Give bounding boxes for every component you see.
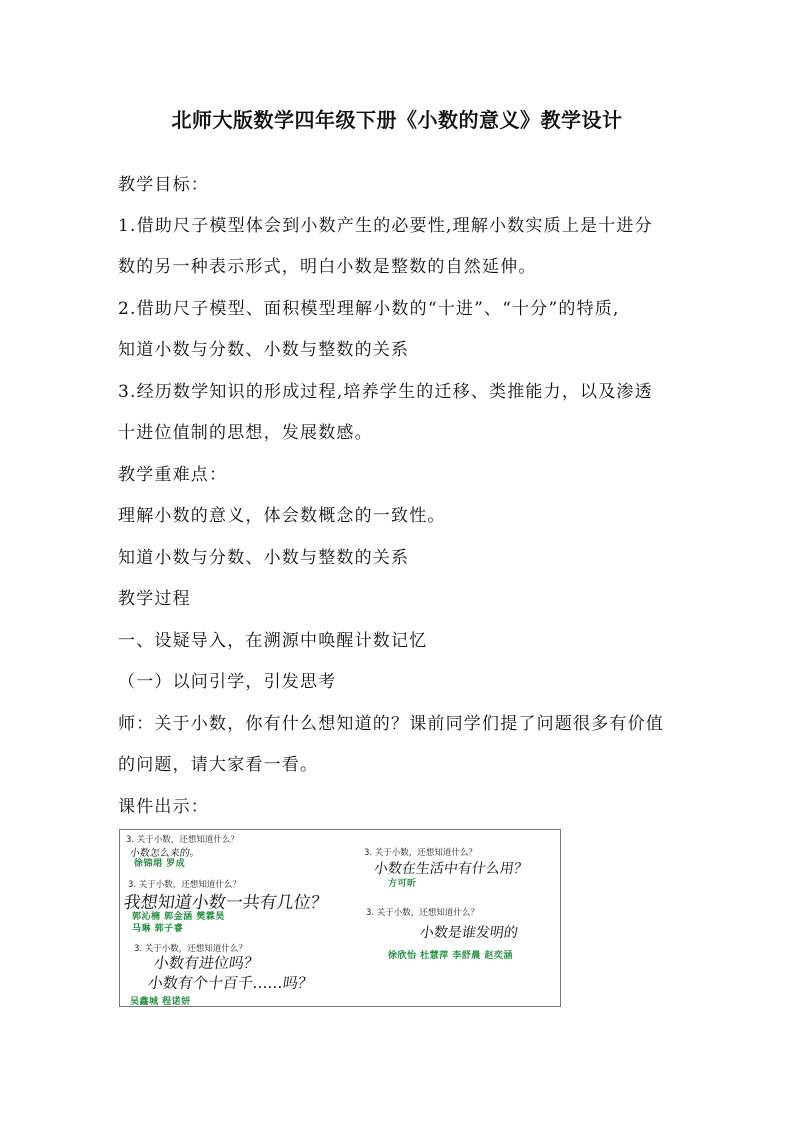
courseware-label: 课件出示： (118, 797, 209, 817)
panel-5-names: 徐欣怡 杜慧萍 李舒晨 赵奕涵 (388, 951, 513, 961)
objective-2-line-2: 知道小数与分数、小数与整数的关系 (118, 340, 410, 360)
objective-3-line-2: 十进位值制的思想，发展数感。 (118, 423, 373, 443)
panel-5-handwriting: 小数是谁发明的 (418, 925, 519, 941)
panel-1-handwriting: 小数怎么来的。 (128, 848, 201, 859)
panel-2-prompt: 3. 关于小数，还想知道什么？ (128, 880, 241, 890)
section-heading-key-points: 教学重难点： (118, 465, 228, 485)
process-substep-1-heading: （一）以问引学，引发思考 (118, 672, 337, 692)
objective-1-line-1: 1.借助尺子模型体会到小数产生的必要性,理解小数实质上是十进分 (118, 216, 653, 236)
objective-3-line-1: 3.经历数学知识的形成过程,培养学生的迁移、类推能力，以及渗透 (118, 382, 653, 402)
panel-2-handwriting: 我想知道小数一共有几位？ (122, 893, 330, 913)
teacher-dialogue-line-1: 师：关于小数，你有什么想知道的？课前同学们提了问题很多有价值 (118, 714, 664, 734)
panel-3-handwriting-line-2: 小数有个十百千……吗？ (146, 974, 315, 992)
process-step-1-heading: 一、设疑导入，在溯源中唤醒计数记忆 (118, 631, 428, 651)
objective-1-line-2: 数的另一种表示形式，明白小数是整数的自然延伸。 (118, 257, 537, 277)
panel-1-names: 徐锦珺 罗成 (134, 859, 186, 869)
teacher-dialogue-line-2: 的问题，请大家看一看。 (118, 755, 319, 775)
objective-2-line-1: 2.借助尺子模型、面积模型理解小数的“十进”、“十分”的特质, (118, 299, 620, 319)
panel-3-prompt: 3. 关于小数，还想知道什么？ (134, 944, 247, 954)
panel-2-names-row-1: 郭沁楠 郭金涵 樊霖昊 (132, 912, 225, 922)
key-point-2: 知道小数与分数、小数与整数的关系 (118, 548, 410, 568)
panel-4-handwriting: 小数在生活中有什么用？ (372, 861, 529, 877)
panel-5-prompt: 3. 关于小数，还想知道什么？ (366, 908, 479, 918)
panel-3-handwriting-line-1: 小数有进位吗？ (152, 954, 261, 972)
panel-1-prompt: 3. 关于小数，还想知道什么？ (126, 835, 239, 845)
section-heading-objectives: 教学目标： (118, 175, 209, 195)
panel-4-names: 方可昕 (388, 879, 417, 889)
panel-2-names-row-2: 马琳 郭子睿 (132, 924, 184, 934)
document-title: 北师大版数学四年级下册《小数的意义》教学设计 (171, 108, 623, 132)
panel-4-prompt: 3. 关于小数，还想知道什么？ (364, 848, 477, 858)
courseware-image (119, 829, 561, 1007)
key-point-1: 理解小数的意义，体会数概念的一致性。 (118, 506, 446, 526)
panel-3-names: 吴鑫城 程诺妍 (130, 997, 191, 1007)
section-heading-process: 教学过程 (118, 589, 191, 609)
